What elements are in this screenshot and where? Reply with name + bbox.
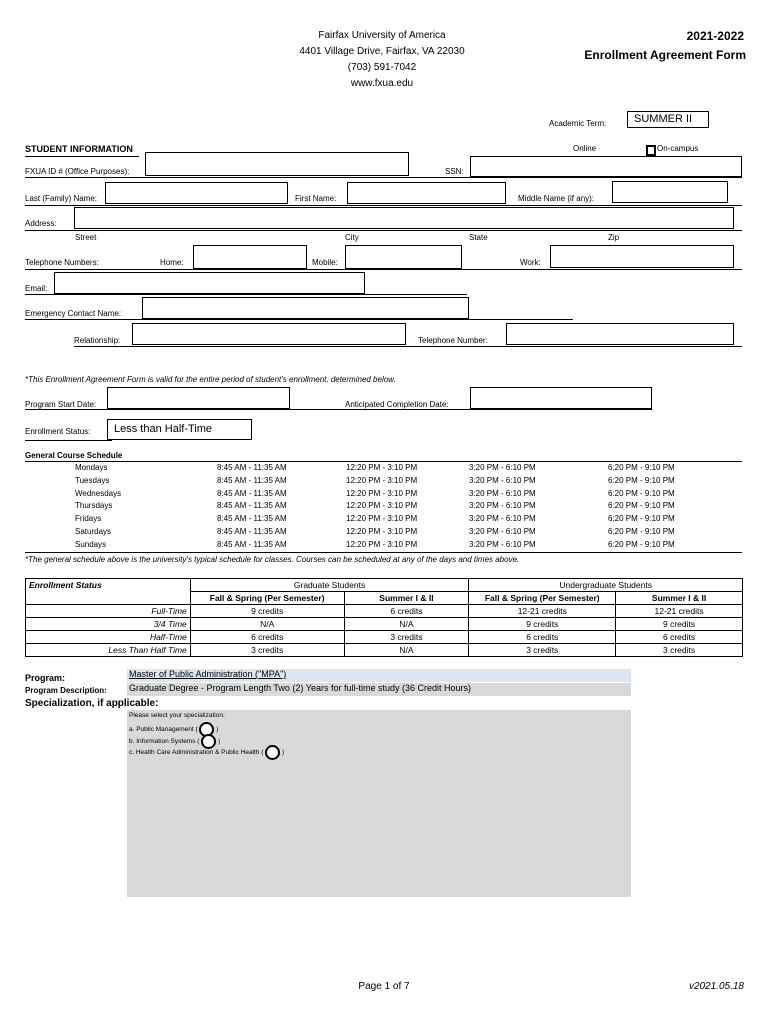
option-a-close: ) — [216, 726, 219, 734]
enrollment-status-cell: 3/4 Time — [26, 618, 191, 631]
emergency-contact-field[interactable] — [142, 297, 469, 319]
schedule-time-slot: 8:45 AM - 11:35 AM — [217, 527, 287, 536]
completion-field[interactable] — [470, 387, 652, 409]
relationship-field[interactable] — [132, 323, 406, 345]
divider — [25, 461, 742, 462]
graduate-header: Graduate Students — [190, 579, 469, 592]
completion-label: Anticipated Completion Date: — [345, 400, 449, 409]
divider — [74, 346, 742, 347]
schedule-time-slot: 3:20 PM - 6:10 PM — [469, 463, 536, 472]
ssn-field[interactable] — [470, 156, 742, 177]
credits-cell: 9 credits — [190, 605, 344, 618]
option-b-label: b. Information Systems ( — [129, 738, 200, 746]
undergrad-summer-header: Summer I & II — [616, 592, 743, 605]
divider — [25, 294, 467, 295]
oncampus-label: On-campus — [657, 144, 699, 153]
option-b-close: ) — [218, 738, 221, 746]
enrollment-status-cell: Half-Time — [26, 631, 191, 644]
schedule-time-slot: 12:20 PM - 3:10 PM — [346, 488, 418, 498]
academic-term-value: SUMMER II — [634, 113, 693, 125]
emergency-phone-field[interactable] — [506, 323, 734, 345]
first-name-field[interactable] — [347, 182, 506, 204]
fxua-id-field[interactable] — [145, 152, 409, 176]
state-label: State — [469, 233, 488, 242]
credits-cell: 3 credits — [190, 644, 344, 657]
last-name-label: Last (Family) Name: — [25, 194, 98, 203]
schedule-time-slot: 8:45 AM - 11:35 AM — [217, 475, 287, 485]
home-phone-label: Home: — [160, 258, 184, 267]
undergrad-fall-header: Fall & Spring (Per Semester) — [469, 592, 616, 605]
health-care-radio[interactable] — [265, 745, 280, 760]
credits-cell: 9 credits — [616, 618, 743, 631]
credits-cell: 9 credits — [469, 618, 616, 631]
last-name-field[interactable] — [105, 182, 288, 204]
specialization-label: Specialization, if applicable: — [25, 698, 159, 709]
credits-cell: 6 credits — [344, 605, 469, 618]
schedule-time-slot: 6:20 PM - 9:10 PM — [608, 463, 675, 472]
schedule-time-slot: 3:20 PM - 6:10 PM — [469, 539, 536, 549]
schedule-time-slot: 6:20 PM - 9:10 PM — [608, 475, 675, 485]
table-row — [26, 644, 743, 657]
divider — [25, 269, 742, 270]
schedule-time-slot: 8:45 AM - 11:35 AM — [217, 463, 287, 472]
page-number: Page 1 of 7 — [358, 981, 410, 992]
schedule-time-slot: 8:45 AM - 11:35 AM — [217, 488, 287, 498]
mobile-phone-label: Mobile: — [312, 258, 338, 267]
email-field[interactable] — [54, 272, 365, 294]
schedule-time-slot: 12:20 PM - 3:10 PM — [346, 463, 418, 472]
table-row — [26, 631, 743, 644]
academic-term-field[interactable] — [627, 111, 709, 128]
middle-name-label: Middle Name (if any): — [518, 194, 595, 203]
student-info-heading: STUDENT INFORMATION — [25, 144, 133, 154]
home-phone-field[interactable] — [193, 245, 307, 269]
work-phone-label: Work: — [520, 258, 541, 267]
credits-cell: 3 credits — [469, 644, 616, 657]
divider — [25, 205, 742, 206]
divider — [25, 319, 573, 320]
credits-cell: 12-21 credits — [469, 605, 616, 618]
emergency-phone-label: Telephone Number: — [418, 336, 488, 345]
enrollment-status-table — [25, 578, 743, 657]
form-year: 2021-2022 — [686, 29, 744, 43]
program-description-label: Program Description: — [25, 686, 107, 695]
grad-fall-header: Fall & Spring (Per Semester) — [190, 592, 344, 605]
divider — [25, 409, 652, 410]
online-label: Online — [573, 144, 597, 153]
schedule-time-slot: 8:45 AM - 11:35 AM — [217, 539, 287, 549]
schedule-day: Wednesdays — [75, 488, 122, 498]
divider — [25, 440, 112, 441]
schedule-time-slot: 3:20 PM - 6:10 PM — [469, 514, 536, 524]
credits-cell: N/A — [344, 618, 469, 631]
work-phone-field[interactable] — [550, 245, 734, 268]
specialization-prompt: Please select your specialization: — [129, 712, 225, 719]
schedule-time-slot: 12:20 PM - 3:10 PM — [346, 501, 418, 511]
table-row — [26, 618, 743, 631]
program-description-value: Graduate Degree - Program Length Two (2) Years for full-time study (36 Credit Hours) — [129, 683, 471, 693]
enrollment-status-value: Less than Half-Time — [114, 423, 213, 435]
enrollment-status-label: Enrollment Status: — [25, 427, 91, 436]
table-row — [26, 605, 743, 618]
schedule-day: Fridays — [75, 514, 102, 524]
enrollment-status-cell: Full-Time — [26, 605, 191, 618]
middle-name-field[interactable] — [612, 181, 728, 203]
program-description-field — [127, 683, 631, 696]
schedule-time-slot: 3:20 PM - 6:10 PM — [469, 488, 536, 498]
city-label: City — [345, 233, 359, 242]
address-field[interactable] — [74, 207, 734, 229]
enrollment-status-field[interactable] — [107, 419, 252, 440]
mobile-phone-field[interactable] — [345, 245, 462, 269]
schedule-time-slot: 3:20 PM - 6:10 PM — [469, 501, 536, 511]
schedule-time-slot: 3:20 PM - 6:10 PM — [469, 475, 536, 485]
university-address: 4401 Village Drive, Fairfax, VA 22030 — [299, 46, 465, 57]
zip-label: Zip — [608, 233, 620, 242]
schedule-time-slot: 6:20 PM - 9:10 PM — [608, 539, 675, 549]
option-c-close: ) — [282, 749, 285, 757]
university-name: Fairfax University of America — [318, 30, 446, 41]
schedule-time-slot: 12:20 PM - 3:10 PM — [346, 527, 418, 536]
divider — [25, 156, 139, 157]
credits-cell: 12-21 credits — [616, 605, 743, 618]
enrollment-status-cell: Less Than Half Time — [26, 644, 191, 657]
form-version: v2021.05.18 — [688, 981, 744, 992]
form-title: Enrollment Agreement Form — [584, 48, 746, 62]
schedule-time-slot: 8:45 AM - 11:35 AM — [217, 514, 287, 524]
credits-cell: 6 credits — [190, 631, 344, 644]
telephone-label: Telephone Numbers: — [25, 258, 99, 267]
schedule-time-slot: 12:20 PM - 3:10 PM — [346, 539, 418, 549]
program-start-label: Program Start Date: — [25, 400, 97, 409]
schedule-time-slot: 12:20 PM - 3:10 PM — [346, 475, 418, 485]
divider — [25, 552, 742, 553]
schedule-heading: General Course Schedule — [25, 451, 123, 460]
program-label: Program: — [25, 673, 66, 683]
schedule-time-slot: 6:20 PM - 9:10 PM — [608, 488, 675, 498]
specialization-option-c — [129, 745, 284, 760]
schedule-day: Saturdays — [75, 527, 112, 536]
email-label: Email: — [25, 284, 48, 293]
credits-cell: N/A — [190, 618, 344, 631]
divider — [25, 230, 742, 231]
schedule-note: *The general schedule above is the university's typical schedule for classes. Courses can be scheduled at any of the days and times above. — [25, 555, 520, 564]
credits-cell: 6 credits — [616, 631, 743, 644]
schedule-time-slot: 6:20 PM - 9:10 PM — [608, 514, 675, 524]
schedule-time-slot: 3:20 PM - 6:10 PM — [469, 527, 536, 536]
oncampus-checkbox[interactable] — [646, 145, 656, 156]
undergraduate-header: Undergraduate Students — [469, 579, 743, 592]
schedule-time-slot: 6:20 PM - 9:10 PM — [608, 527, 675, 536]
divider — [25, 177, 742, 178]
grad-summer-header: Summer I & II — [344, 592, 469, 605]
street-label: Street — [75, 233, 97, 242]
program-value-field[interactable] — [127, 669, 631, 682]
schedule-time-slot: 8:45 AM - 11:35 AM — [217, 501, 287, 511]
relationship-label: Relationship: — [74, 336, 121, 345]
emergency-contact-label: Emergency Contact Name: — [25, 309, 122, 318]
schedule-day: Sundays — [75, 539, 107, 549]
program-start-field[interactable] — [107, 387, 290, 409]
address-label: Address: — [25, 219, 57, 228]
credits-cell: 6 credits — [469, 631, 616, 644]
credits-cell: N/A — [344, 644, 469, 657]
option-a-label: a. Public Management ( — [129, 726, 198, 734]
program-value: Master of Public Administration ("MPA") — [129, 669, 287, 679]
credits-cell: 3 credits — [616, 644, 743, 657]
ssn-label: SSN: — [445, 167, 464, 176]
university-phone: (703) 591-7042 — [347, 62, 417, 73]
credits-cell: 3 credits — [344, 631, 469, 644]
fxua-id-label: FXUA ID # (Office Purposes): — [25, 167, 130, 176]
schedule-day: Thursdays — [75, 501, 113, 511]
first-name-label: First Name: — [295, 194, 337, 203]
validity-note: *This Enrollment Agreement Form is valid for the entire period of student's enrollment, determined below. — [25, 375, 396, 384]
specialization-area — [127, 710, 631, 897]
academic-term-label: Academic Term: — [549, 119, 607, 128]
option-c-label: c. Health Care Administration & Public Health ( — [129, 749, 264, 757]
schedule-time-slot: 6:20 PM - 9:10 PM — [608, 501, 675, 511]
schedule-day: Mondays — [75, 463, 108, 472]
schedule-time-slot: 12:20 PM - 3:10 PM — [346, 514, 418, 524]
schedule-day: Tuesdays — [75, 475, 110, 485]
enrollment-status-header: Enrollment Status — [26, 579, 191, 592]
university-website: www.fxua.edu — [350, 78, 414, 89]
